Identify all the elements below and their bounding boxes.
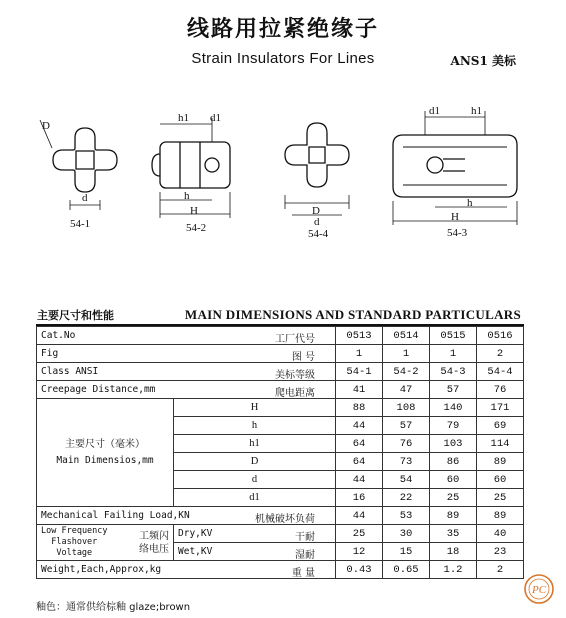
table-cell: 54-1 bbox=[336, 363, 383, 381]
figure-54-1-caption: 54-1 bbox=[70, 218, 91, 230]
table-cell: 54-4 bbox=[477, 363, 524, 381]
row-label-fig bbox=[37, 345, 336, 363]
flashover-label-cn-1: 工频闪 bbox=[139, 530, 169, 542]
row-label-cn: 机械破坏负荷 bbox=[255, 514, 315, 525]
table-cell: 89 bbox=[477, 453, 524, 471]
figure-54-2-dim-H: H bbox=[190, 205, 198, 217]
flashover-label-en-1: Low Frequency bbox=[41, 526, 108, 536]
flashover-label-en-2: Flashover bbox=[51, 537, 98, 547]
logo-text: PC bbox=[531, 584, 547, 596]
table-cell: 108 bbox=[383, 399, 430, 417]
figure-54-2-dim-d1: d1 bbox=[210, 112, 221, 124]
row-label-creepage bbox=[37, 381, 336, 399]
table-cell: 47 bbox=[383, 381, 430, 399]
row-label-dry bbox=[174, 525, 336, 543]
table-cell: 69 bbox=[477, 417, 524, 435]
table-cell: 25 bbox=[477, 489, 524, 507]
table-cell: 16 bbox=[336, 489, 383, 507]
table-cell: 140 bbox=[430, 399, 477, 417]
table-row bbox=[37, 561, 524, 579]
table-row bbox=[37, 399, 524, 417]
table-cell: 89 bbox=[430, 507, 477, 525]
row-label-en: Cat.No bbox=[41, 330, 76, 341]
row-label-en: Weight,Each,Approx,kg bbox=[41, 564, 162, 575]
table-cell: 18 bbox=[430, 543, 477, 561]
row-label-cn: 图 号 bbox=[291, 352, 315, 363]
table-cell: 2 bbox=[477, 561, 524, 579]
flashover-label-en-3: Voltage bbox=[56, 548, 93, 558]
figure-54-2-dim-h1: h1 bbox=[178, 112, 189, 124]
table-cell: 79 bbox=[430, 417, 477, 435]
table-row bbox=[37, 507, 524, 525]
figure-54-3-dim-h: h bbox=[467, 197, 473, 209]
table-cell: 114 bbox=[477, 435, 524, 453]
table-cell: 1 bbox=[430, 345, 477, 363]
table-cell: 1.2 bbox=[430, 561, 477, 579]
figure-54-1-dim-D: D bbox=[42, 120, 50, 132]
row-label-en: Dry,KV bbox=[178, 528, 213, 539]
table-cell: 2 bbox=[477, 345, 524, 363]
page-title-cn: 线路用拉紧绝缘子 bbox=[186, 17, 379, 42]
figure-54-2-dim-h: h bbox=[184, 190, 190, 202]
section-title-cn: 主要尺寸和性能 bbox=[37, 309, 114, 322]
table-cell: 41 bbox=[336, 381, 383, 399]
figure-54-2-caption: 54-2 bbox=[186, 222, 207, 234]
table-cell: 86 bbox=[430, 453, 477, 471]
table-cell: 73 bbox=[383, 453, 430, 471]
table-cell: 0.43 bbox=[336, 561, 383, 579]
table-cell: 57 bbox=[383, 417, 430, 435]
table-row bbox=[37, 363, 524, 381]
row-label-cn: 美标等级 bbox=[275, 370, 315, 381]
row-label-cn: 干耐 bbox=[295, 532, 315, 543]
table-cell: 53 bbox=[383, 507, 430, 525]
figure-54-3-dim-H: H bbox=[451, 211, 459, 223]
figure-54-1 bbox=[30, 110, 140, 230]
figure-54-4-caption: 54-4 bbox=[308, 228, 329, 240]
table-row bbox=[37, 525, 524, 543]
dim-symbol: h1 bbox=[174, 435, 336, 453]
figure-54-3 bbox=[385, 105, 525, 240]
table-cell: 0513 bbox=[336, 327, 383, 345]
row-label-en: Creepage Distance,mm bbox=[41, 384, 156, 395]
specs-table bbox=[36, 326, 524, 579]
figure-54-4 bbox=[272, 115, 362, 240]
dim-symbol: d1 bbox=[174, 489, 336, 507]
table-cell: 0516 bbox=[477, 327, 524, 345]
table-cell: 44 bbox=[336, 471, 383, 489]
table-cell: 22 bbox=[383, 489, 430, 507]
company-logo bbox=[522, 572, 556, 610]
table-cell: 60 bbox=[477, 471, 524, 489]
figure-54-3-caption: 54-3 bbox=[447, 227, 468, 239]
table-cell: 0514 bbox=[383, 327, 430, 345]
dim-symbol: D bbox=[174, 453, 336, 471]
table-cell: 12 bbox=[336, 543, 383, 561]
table-cell: 0.65 bbox=[383, 561, 430, 579]
flashover-label-cn-2: 络电压 bbox=[139, 543, 169, 555]
table-cell: 40 bbox=[477, 525, 524, 543]
table-cell: 64 bbox=[336, 453, 383, 471]
figure-54-3-dim-h1: h1 bbox=[471, 105, 482, 117]
figure-54-3-dim-d1: d1 bbox=[429, 105, 440, 117]
dimensions-group-label bbox=[37, 399, 174, 507]
figure-54-2 bbox=[150, 110, 245, 235]
row-label-cn: 重 量 bbox=[291, 568, 315, 579]
table-cell: 54 bbox=[383, 471, 430, 489]
row-label-wet bbox=[174, 543, 336, 561]
dim-symbol: h bbox=[174, 417, 336, 435]
table-cell: 44 bbox=[336, 507, 383, 525]
table-cell: 54-2 bbox=[383, 363, 430, 381]
table-cell: 35 bbox=[430, 525, 477, 543]
row-label-en: Fig bbox=[41, 348, 59, 359]
figure-54-4-dim-D: D bbox=[312, 205, 320, 217]
table-cell: 76 bbox=[383, 435, 430, 453]
figure-54-4-dim-d: d bbox=[314, 216, 320, 228]
glaze-note: 釉色：通常供给棕釉 glaze;brown bbox=[36, 602, 191, 613]
row-label-en: Class ANSI bbox=[41, 366, 99, 377]
table-cell: 171 bbox=[477, 399, 524, 417]
flashover-group-label bbox=[37, 525, 174, 561]
row-label-cn: 工厂代号 bbox=[275, 334, 315, 345]
logo-seal-icon bbox=[522, 572, 556, 606]
dimensions-label-cn: 主要尺寸（毫米） bbox=[65, 438, 145, 450]
dim-symbol: d bbox=[174, 471, 336, 489]
table-row bbox=[37, 345, 524, 363]
table-cell: 23 bbox=[477, 543, 524, 561]
dim-symbol: H bbox=[174, 399, 336, 417]
table-cell: 89 bbox=[477, 507, 524, 525]
row-label-weight bbox=[37, 561, 336, 579]
table-cell: 25 bbox=[430, 489, 477, 507]
table-cell: 60 bbox=[430, 471, 477, 489]
table-cell: 30 bbox=[383, 525, 430, 543]
table-row bbox=[37, 327, 524, 345]
table-cell: 1 bbox=[336, 345, 383, 363]
table-row bbox=[37, 381, 524, 399]
row-label-en: Wet,KV bbox=[178, 546, 213, 557]
table-cell: 76 bbox=[477, 381, 524, 399]
standard-label: ANS1 美标 bbox=[450, 54, 516, 68]
table-cell: 64 bbox=[336, 435, 383, 453]
section-title-en: MAIN DIMENSIONS AND STANDARD PARTICULARS bbox=[184, 307, 521, 322]
table-cell: 44 bbox=[336, 417, 383, 435]
table-cell: 57 bbox=[430, 381, 477, 399]
table-cell: 103 bbox=[430, 435, 477, 453]
row-label-mechanical bbox=[37, 507, 336, 525]
figure-54-1-dim-d: d bbox=[82, 192, 88, 204]
table-cell: 1 bbox=[383, 345, 430, 363]
row-label-cat bbox=[37, 327, 336, 345]
row-label-cn: 湿耐 bbox=[295, 550, 315, 561]
row-label-cn: 爬电距离 bbox=[275, 388, 315, 399]
table-cell: 25 bbox=[336, 525, 383, 543]
row-label-en: Mechanical Failing Load,KN bbox=[41, 510, 190, 521]
table-cell: 15 bbox=[383, 543, 430, 561]
dimensions-label-en: Main Dimensios,mm bbox=[56, 454, 154, 466]
table-cell: 54-3 bbox=[430, 363, 477, 381]
page-title-en: Strain Insulators For Lines bbox=[191, 50, 375, 67]
table-cell: 0515 bbox=[430, 327, 477, 345]
table-cell: 88 bbox=[336, 399, 383, 417]
row-label-class bbox=[37, 363, 336, 381]
